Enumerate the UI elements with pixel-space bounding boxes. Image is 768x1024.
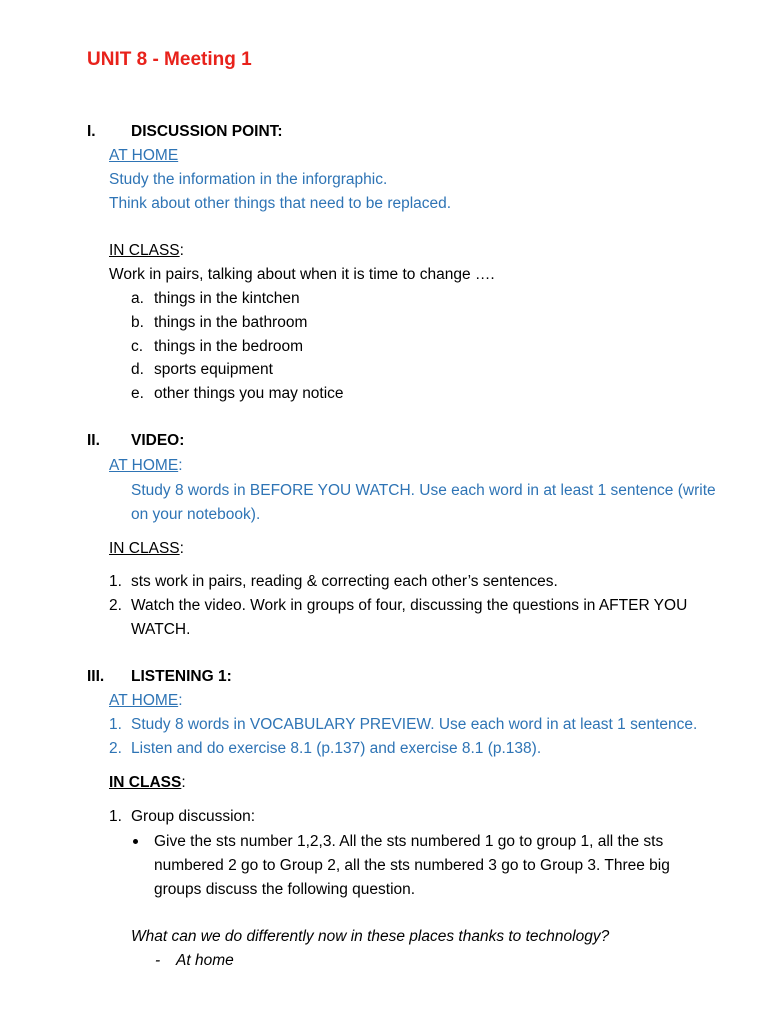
list-item-marker: 1. [109, 808, 122, 825]
section-3-in-class-heading: IN CLASS: [109, 774, 186, 791]
section-1-at-home-line-1: Study the information in the inforgraphic. [109, 171, 388, 188]
section-3-in-class-label: IN CLASS [109, 774, 182, 791]
section-3-heading: LISTENING 1: [131, 668, 232, 685]
section-2-heading: VIDEO: [131, 432, 185, 449]
section-2-at-home-heading: AT HOME: [109, 457, 183, 474]
section-2-numeral: II. [87, 432, 100, 449]
section-2-in-class-heading: IN CLASS: [109, 540, 184, 557]
bullet-line-1: Give the sts number 1,2,3. All the sts numbered 1 go to group 1, all the sts [154, 833, 664, 850]
list-item-marker: 1. [109, 716, 122, 733]
list-item-marker: c. [131, 338, 144, 355]
list-item-marker: 1. [109, 573, 122, 590]
dash-item: At home [176, 952, 234, 969]
section-1-heading: DISCUSSION POINT: [131, 123, 283, 140]
list-item: things in the bedroom [154, 338, 304, 355]
list-item-marker: 2. [109, 740, 122, 757]
list-item: other things you may notice [154, 385, 344, 402]
list-item: things in the kintchen [154, 290, 300, 307]
section-1-in-class-heading: IN CLASS: [109, 242, 184, 259]
section-2-at-home-line-1: Study 8 words in BEFORE YOU WATCH. Use each word in at least 1 sentence (write [131, 482, 716, 499]
bullet-icon [133, 839, 138, 844]
dash-marker: - [155, 952, 161, 969]
section-3-at-home-heading: AT HOME: [109, 692, 183, 709]
list-item: Study 8 words in VOCABULARY PREVIEW. Use each word in at least 1 sentence. [131, 716, 698, 733]
list-item-marker: d. [131, 361, 144, 378]
section-1-in-class-label: IN CLASS [109, 242, 180, 259]
list-item: Watch the video. Work in groups of four, discussing the questions in AFTER YOU [131, 597, 688, 614]
section-3-numeral: III. [87, 668, 105, 685]
list-item: sts work in pairs, reading & correcting each other’s sentences. [131, 573, 558, 590]
list-item-marker: a. [131, 290, 144, 307]
page-title: UNIT 8 - Meeting 1 [87, 49, 252, 70]
section-2-at-home-label: AT HOME [109, 457, 179, 474]
section-2-at-home-line-2: on your notebook). [131, 506, 261, 523]
section-1-in-class-intro: Work in pairs, talking about when it is time to change …. [109, 266, 495, 283]
section-1-at-home-line-2: Think about other things that need to be replaced. [109, 195, 452, 212]
list-item: Group discussion: [131, 808, 256, 825]
bullet-line-2: numbered 2 go to Group 2, all the sts numbered 3 go to Group 3. Three big [154, 857, 670, 874]
bullet-line-3: groups discuss the following question. [154, 881, 416, 898]
section-1-numeral: I. [87, 123, 96, 140]
list-item-marker: 2. [109, 597, 122, 614]
section-3-at-home-label: AT HOME [109, 692, 179, 709]
list-item: sports equipment [154, 361, 273, 378]
list-item-marker: e. [131, 385, 144, 402]
section-1-at-home-label: AT HOME [109, 147, 179, 164]
list-item-marker: b. [131, 314, 144, 331]
list-item-continuation: WATCH. [131, 621, 191, 638]
list-item: things in the bathroom [154, 314, 308, 331]
list-item: Listen and do exercise 8.1 (p.137) and exercise 8.1 (p.138). [131, 740, 542, 757]
discussion-question: What can we do differently now in these places thanks to technology? [131, 928, 610, 945]
section-2-in-class-label: IN CLASS [109, 540, 180, 557]
